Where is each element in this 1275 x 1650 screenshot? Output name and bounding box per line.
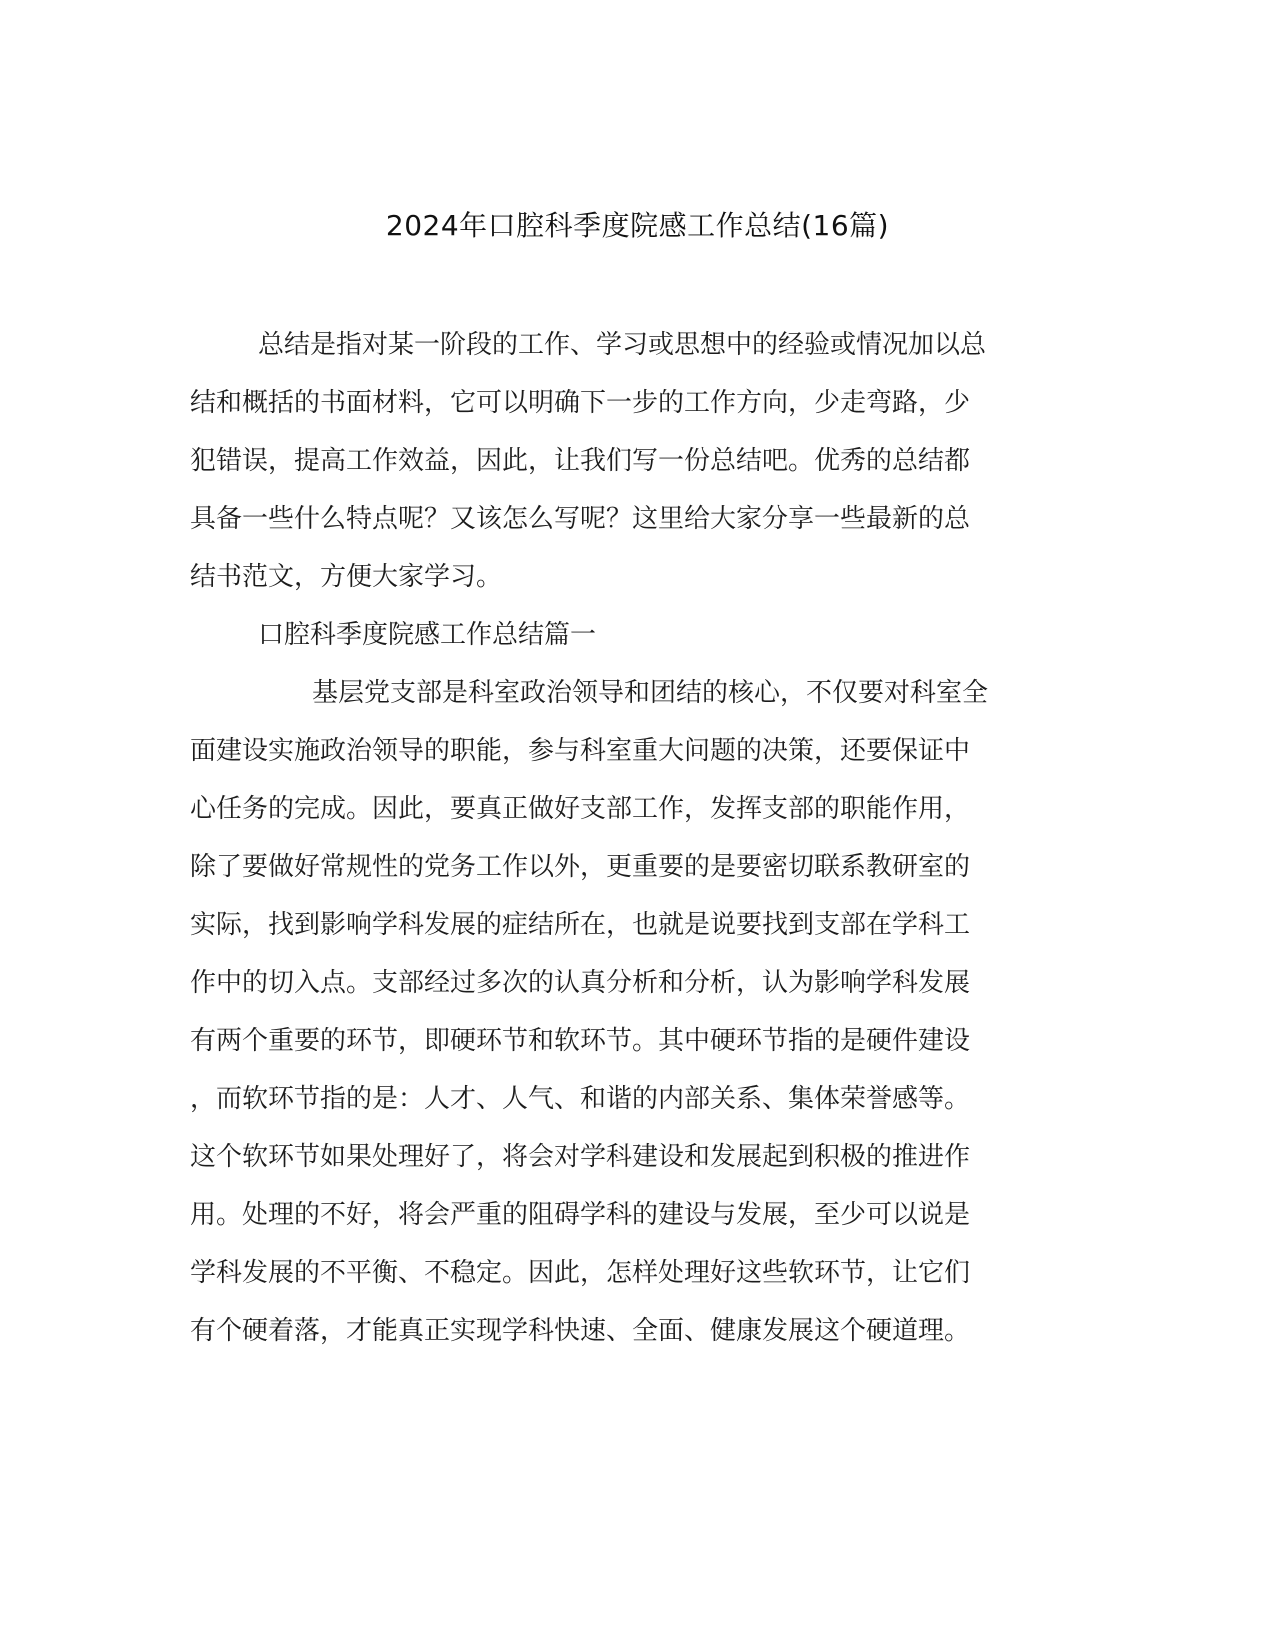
body-line: 用。处理的不好，将会严重的阻碍学科的建设与发展，至少可以说是 (190, 1200, 971, 1230)
body-line: 有个硬着落，才能真正实现学科快速、全面、健康发展这个硬道理。 (190, 1316, 971, 1346)
body-line: 作中的切入点。支部经过多次的认真分析和分析，认为影响学科发展 (190, 968, 971, 998)
intro-line: 结和概括的书面材料，它可以明确下一步的工作方向，少走弯路，少 (190, 388, 971, 418)
body-line: 基层党支部是科室政治领导和团结的核心，不仅要对科室全 (312, 678, 989, 708)
section-heading: 口腔科季度院感工作总结篇一 (258, 620, 597, 650)
body-line: 面建设实施政治领导的职能，参与科室重大问题的决策，还要保证中 (190, 736, 971, 766)
intro-line: 具备一些什么特点呢？又该怎么写呢？这里给大家分享一些最新的总 (190, 504, 971, 534)
body-line: 实际，找到影响学科发展的症结所在，也就是说要找到支部在学科工 (190, 910, 971, 940)
body-line: 有两个重要的环节，即硬环节和软环节。其中硬环节指的是硬件建设 (190, 1026, 971, 1056)
body-line: 心任务的完成。因此，要真正做好支部工作，发挥支部的职能作用， (190, 794, 971, 824)
intro-line: 总结是指对某一阶段的工作、学习或思想中的经验或情况加以总 (258, 330, 987, 360)
body-line: 这个软环节如果处理好了，将会对学科建设和发展起到积极的推进作 (190, 1142, 971, 1172)
intro-line: 犯错误，提高工作效益，因此，让我们写一份总结吧。优秀的总结都 (190, 446, 971, 476)
body-line: 学科发展的不平衡、不稳定。因此，怎样处理好这些软环节，让它们 (190, 1258, 971, 1288)
body-line: ，而软环节指的是：人才、人气、和谐的内部关系、集体荣誉感等。 (190, 1084, 971, 1114)
body-line: 除了要做好常规性的党务工作以外，更重要的是要密切联系教研室的 (190, 852, 971, 882)
intro-line: 结书范文，方便大家学习。 (190, 562, 503, 592)
document-title: 2024年口腔科季度院感工作总结(16篇) (385, 209, 890, 242)
